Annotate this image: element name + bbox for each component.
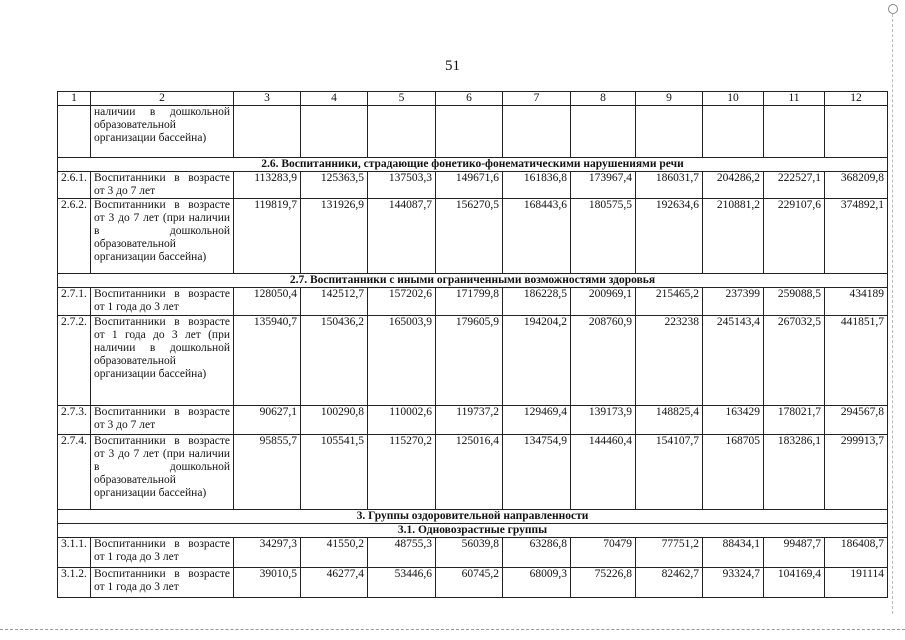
table-row	[58, 538, 888, 568]
value-cell: 104169,4	[764, 568, 825, 598]
value-cell: 299913,7	[825, 435, 888, 510]
value-cell: 129469,4	[503, 406, 571, 435]
section-heading-row	[58, 158, 888, 172]
column-number-cell: 6	[436, 92, 503, 106]
value-cell: 267032,5	[764, 316, 825, 406]
table-row	[58, 172, 888, 199]
value-cell: 150436,2	[301, 316, 368, 406]
value-cell: 186228,5	[503, 288, 571, 316]
value-cell: 245143,4	[703, 316, 764, 406]
value-cell: 105541,5	[301, 435, 368, 510]
value-cell: 178021,7	[764, 406, 825, 435]
value-cell: 128050,4	[234, 288, 301, 316]
row-index	[58, 106, 91, 158]
value-cell: 88434,1	[703, 538, 764, 568]
value-cell: 294567,8	[825, 406, 888, 435]
value-cell: 119737,2	[436, 406, 503, 435]
table-row	[58, 406, 888, 435]
value-cell: 200969,1	[571, 288, 636, 316]
value-cell: 119819,7	[234, 199, 301, 274]
value-cell: 46277,4	[301, 568, 368, 598]
section-heading-row	[58, 274, 888, 288]
row-index: 2.7.3.	[58, 406, 91, 435]
column-number-cell: 3	[234, 92, 301, 106]
value-cell	[764, 106, 825, 158]
row-description: Воспитанники в возрасте от 1 года до 3 лет	[91, 568, 234, 598]
section-heading-row	[58, 524, 888, 538]
row-index: 2.7.1.	[58, 288, 91, 316]
value-cell: 165003,9	[368, 316, 436, 406]
column-number-cell: 10	[703, 92, 764, 106]
value-cell: 191114	[825, 568, 888, 598]
table-row	[58, 316, 888, 406]
column-number-cell: 8	[571, 92, 636, 106]
column-number-cell: 12	[825, 92, 888, 106]
value-cell: 99487,7	[764, 538, 825, 568]
value-cell	[571, 106, 636, 158]
value-cell: 210881,2	[703, 199, 764, 274]
section-heading: 3. Группы оздоровительной направленности	[58, 510, 888, 524]
column-number-cell: 4	[301, 92, 368, 106]
value-cell: 168443,6	[503, 199, 571, 274]
value-cell: 215465,2	[636, 288, 703, 316]
column-number-row	[58, 92, 888, 106]
section-heading: 2.6. Воспитанники, страдающие фонетико-фонематическими нарушениями речи	[58, 158, 888, 172]
value-cell: 41550,2	[301, 538, 368, 568]
value-cell	[234, 106, 301, 158]
value-cell: 68009,3	[503, 568, 571, 598]
table-row	[58, 568, 888, 598]
value-cell: 192634,6	[636, 199, 703, 274]
value-cell: 142512,7	[301, 288, 368, 316]
value-cell: 171799,8	[436, 288, 503, 316]
value-cell: 34297,3	[234, 538, 301, 568]
row-index: 2.7.2.	[58, 316, 91, 406]
row-index: 2.7.4.	[58, 435, 91, 510]
value-cell: 368209,8	[825, 172, 888, 199]
value-cell: 135940,7	[234, 316, 301, 406]
value-cell: 157202,6	[368, 288, 436, 316]
scan-edge-bottom	[0, 629, 905, 630]
row-description: Воспитанники в возрасте от 1 года до 3 лет	[91, 538, 234, 568]
row-index: 3.1.2.	[58, 568, 91, 598]
value-cell: 110002,6	[368, 406, 436, 435]
value-cell	[636, 106, 703, 158]
value-cell: 39010,5	[234, 568, 301, 598]
table-row	[58, 199, 888, 274]
value-cell: 163429	[703, 406, 764, 435]
row-index: 2.6.2.	[58, 199, 91, 274]
section-heading: 3.1. Одновозрастные группы	[58, 524, 888, 538]
scan-corner-mark	[888, 4, 898, 14]
value-cell: 95855,7	[234, 435, 301, 510]
value-cell: 148825,4	[636, 406, 703, 435]
value-cell	[703, 106, 764, 158]
row-description: наличии в дошкольной образовательной организации бассейна)	[91, 106, 234, 158]
section-heading: 2.7. Воспитанники с иными ограниченными возможностями здоровья	[58, 274, 888, 288]
value-cell: 144460,4	[571, 435, 636, 510]
value-cell: 154107,7	[636, 435, 703, 510]
value-cell: 139173,9	[571, 406, 636, 435]
value-cell: 53446,6	[368, 568, 436, 598]
value-cell: 222527,1	[764, 172, 825, 199]
value-cell: 48755,3	[368, 538, 436, 568]
value-cell: 70479	[571, 538, 636, 568]
column-number-cell: 1	[58, 92, 91, 106]
value-cell: 137503,3	[368, 172, 436, 199]
value-cell: 179605,9	[436, 316, 503, 406]
value-cell	[825, 106, 888, 158]
row-description: Воспитанники в возрасте от 3 до 7 лет (при наличии в дошкольной образовательной организации бассейна)	[91, 199, 234, 274]
table-row	[58, 288, 888, 316]
table-row	[58, 106, 888, 158]
value-cell: 56039,8	[436, 538, 503, 568]
value-cell: 156270,5	[436, 199, 503, 274]
value-cell: 134754,9	[503, 435, 571, 510]
value-cell: 237399	[703, 288, 764, 316]
value-cell: 63286,8	[503, 538, 571, 568]
column-number-cell: 7	[503, 92, 571, 106]
value-cell: 223238	[636, 316, 703, 406]
value-cell: 374892,1	[825, 199, 888, 274]
value-cell: 183286,1	[764, 435, 825, 510]
value-cell: 100290,8	[301, 406, 368, 435]
row-index: 2.6.1.	[58, 172, 91, 199]
value-cell	[368, 106, 436, 158]
value-cell: 93324,7	[703, 568, 764, 598]
column-number-cell: 2	[91, 92, 234, 106]
column-number-cell: 5	[368, 92, 436, 106]
value-cell: 125016,4	[436, 435, 503, 510]
value-cell	[301, 106, 368, 158]
tariff-table	[57, 91, 888, 598]
value-cell: 186408,7	[825, 538, 888, 568]
value-cell: 144087,7	[368, 199, 436, 274]
value-cell: 161836,8	[503, 172, 571, 199]
value-cell: 434189	[825, 288, 888, 316]
value-cell: 149671,6	[436, 172, 503, 199]
value-cell: 194204,2	[503, 316, 571, 406]
value-cell: 186031,7	[636, 172, 703, 199]
row-index: 3.1.1.	[58, 538, 91, 568]
value-cell: 208760,9	[571, 316, 636, 406]
column-number-cell: 9	[636, 92, 703, 106]
row-description: Воспитанники в возрасте от 1 года до 3 лет (при наличии в дошкольной образовательной организации бассейна)	[91, 316, 234, 406]
value-cell: 441851,7	[825, 316, 888, 406]
value-cell: 180575,5	[571, 199, 636, 274]
scan-edge-right	[892, 14, 893, 614]
value-cell: 60745,2	[436, 568, 503, 598]
value-cell: 125363,5	[301, 172, 368, 199]
table-body	[58, 92, 888, 598]
value-cell: 113283,9	[234, 172, 301, 199]
value-cell: 82462,7	[636, 568, 703, 598]
value-cell: 168705	[703, 435, 764, 510]
page-number: 51	[445, 58, 460, 74]
value-cell: 115270,2	[368, 435, 436, 510]
value-cell: 131926,9	[301, 199, 368, 274]
row-description: Воспитанники в возрасте от 3 до 7 лет	[91, 172, 234, 199]
value-cell: 204286,2	[703, 172, 764, 199]
value-cell: 229107,6	[764, 199, 825, 274]
value-cell: 90627,1	[234, 406, 301, 435]
value-cell	[436, 106, 503, 158]
row-description: Воспитанники в возрасте от 3 до 7 лет	[91, 406, 234, 435]
table-row	[58, 435, 888, 510]
column-number-cell: 11	[764, 92, 825, 106]
section-heading-row	[58, 510, 888, 524]
value-cell	[503, 106, 571, 158]
value-cell: 259088,5	[764, 288, 825, 316]
value-cell: 173967,4	[571, 172, 636, 199]
row-description: Воспитанники в возрасте от 3 до 7 лет (при наличии в дошкольной образовательной организации бассейна)	[91, 435, 234, 510]
value-cell: 77751,2	[636, 538, 703, 568]
value-cell: 75226,8	[571, 568, 636, 598]
row-description: Воспитанники в возрасте от 1 года до 3 лет	[91, 288, 234, 316]
